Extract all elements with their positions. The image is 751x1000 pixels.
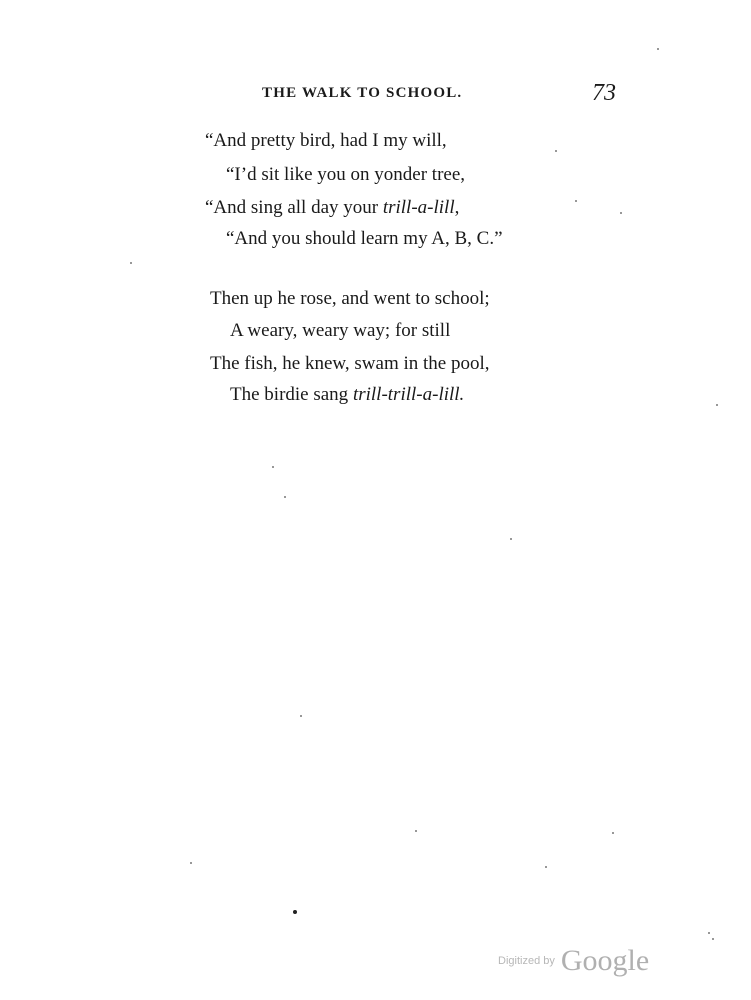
poem-line: The fish, he knew, swam in the pool, (210, 353, 490, 374)
scan-speck (657, 48, 659, 50)
scan-speck (708, 932, 710, 934)
scan-speck (293, 910, 297, 914)
italic-refrain: trill-trill-a-lill. (352, 384, 465, 405)
poem-line: “And you should learn my A, B, C.” (226, 228, 503, 249)
italic-refrain: trill-a-lill (382, 197, 455, 218)
scan-speck (300, 715, 302, 717)
scan-speck (545, 866, 547, 868)
scan-speck (716, 404, 718, 406)
scan-speck (612, 832, 614, 834)
poem-punctuation: , (454, 197, 460, 218)
poem-line: Then up he rose, and went to school; (210, 288, 490, 309)
google-logo: Google (560, 944, 650, 977)
poem-line: “And pretty bird, had I my will, (205, 130, 447, 151)
poem-text: The birdie sang (230, 384, 353, 405)
poem-line (205, 197, 459, 219)
poem-line: “I’d sit like you on yonder tree, (226, 164, 466, 185)
poem-text: “And sing all day your (205, 197, 383, 218)
scan-speck (415, 830, 417, 832)
scan-speck (712, 938, 714, 940)
digitized-by-google-watermark (498, 944, 649, 978)
poem-line: A weary, weary way; for still (230, 320, 451, 341)
running-title: THE WALK TO SCHOOL. (262, 85, 463, 101)
poem-line (230, 384, 464, 406)
page-number: 73 (592, 80, 616, 106)
scan-speck (190, 862, 192, 864)
scan-speck (620, 212, 622, 214)
scan-speck (284, 496, 286, 498)
scan-speck (510, 538, 512, 540)
scan-speck (555, 150, 557, 152)
watermark-prefix: Digitized by (498, 955, 555, 967)
scan-speck (130, 262, 132, 264)
scan-speck (272, 466, 274, 468)
scan-speck (575, 200, 577, 202)
